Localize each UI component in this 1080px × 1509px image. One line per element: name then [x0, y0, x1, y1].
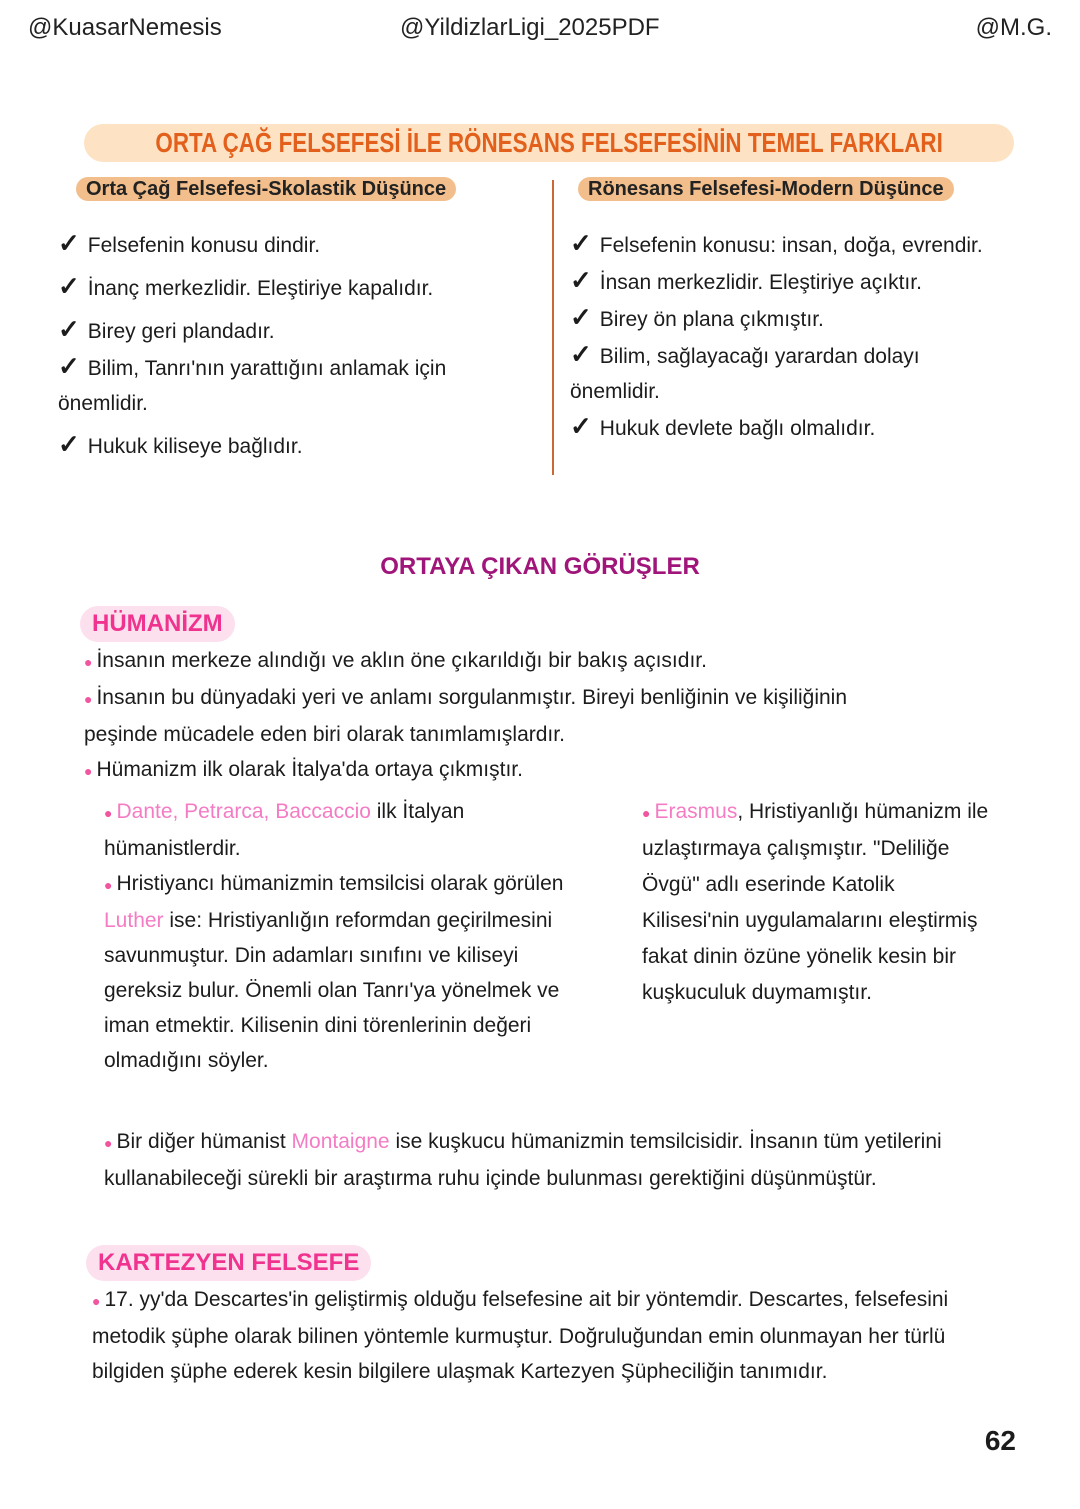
- humanism-bullets: [84, 643, 914, 789]
- montaigne-paragraph: [104, 1124, 984, 1196]
- channel-handle: @YildizlarLigi_2025PDF: [400, 14, 660, 41]
- list-item: ✓ Hukuk kiliseye bağlıdır.: [58, 429, 303, 459]
- initials: @M.G.: [975, 14, 1052, 41]
- paragraph: ● Bir diğer hümanist Montaigne ise kuşkucu hümanizmin temsilcisidir. İnsanın tüm yetilerini kullanabileceği sürekli bir araştırma ruhu içinde bulunması gerektiğini düşünmüştür.: [104, 1130, 942, 1190]
- list-item: ✓ İnanç merkezlidir. Eleştiriye kapalıdır.: [58, 271, 434, 301]
- bullet-icon: ●: [92, 1293, 101, 1309]
- check-icon: ✓: [570, 228, 592, 258]
- author-handle: @KuasarNemesis: [28, 14, 222, 41]
- page-number: 62: [984, 1425, 1016, 1456]
- bullet-icon: ●: [104, 805, 113, 821]
- list-item: ✓ Birey geri plandadır.: [58, 314, 275, 344]
- check-icon: ✓: [570, 302, 592, 332]
- check-icon: ✓: [570, 265, 592, 295]
- section-title: ORTAYA ÇIKAN GÖRÜŞLER: [380, 553, 700, 580]
- list-item: ✓ İnsan merkezlidir. Eleştiriye açıktır.: [570, 265, 922, 295]
- list-item: ● İnsanın bu dünyadaki yeri ve anlamı sorgulanmıştır. Bireyi benliğinin ve kişiliğinin peşinde mücadele eden biri olarak tanımlamışlardır.: [84, 686, 848, 746]
- bullet-icon: ●: [84, 763, 93, 779]
- list-item: ✓ Hukuk devlete bağlı olmalıdır.: [570, 411, 876, 441]
- check-icon: ✓: [570, 411, 592, 441]
- bullet-icon: ●: [642, 805, 651, 821]
- paragraph: ● Hristiyancı hümanizmin temsilcisi olarak görülen Luther ise: Hristiyanlığın reformdan geçirilmesini savunmuştur. Din adamları sınıfını ve kiliseyi gereksiz bulur. Önemli olan Tanrı'ya yönelmek ve iman etmektir. Kilisenin dini törenlerinin değeri olmadığını söyler.: [104, 872, 564, 1072]
- column-divider: [552, 180, 554, 475]
- list-item: ✓ Bilim, Tanrı'nın yarattığını anlamak için önemlidir.: [58, 351, 447, 415]
- check-icon: ✓: [58, 314, 80, 344]
- list-item: ✓ Birey ön plana çıkmıştır.: [570, 302, 824, 332]
- list-item: ● İnsanın merkeze alındığı ve aklın öne çıkarıldığı bir bakış açısıdır.: [84, 649, 707, 672]
- medieval-list: [58, 226, 528, 464]
- page-title: ORTA ÇAĞ FELSEFESİ İLE RÖNESANS FELSEFESİNİN TEMEL FARKLARI: [155, 127, 943, 158]
- check-icon: ✓: [570, 339, 592, 369]
- italian-humanists: [104, 794, 564, 1078]
- bullet-icon: ●: [84, 654, 93, 670]
- humanism-tag: HÜMANİZM: [80, 606, 235, 642]
- cartesian-tag: KARTEZYEN FELSEFE: [86, 1245, 371, 1281]
- bullet-icon: ●: [84, 691, 93, 707]
- check-icon: ✓: [58, 429, 80, 459]
- list-item: ✓ Felsefenin konusu: insan, doğa, evrendir.: [570, 228, 983, 258]
- paragraph: ● Erasmus, Hristiyanlığı hümanizm ile uzlaştırmaya çalışmıştır. "Deliliğe Övgü" adlı eserinde Katolik Kilisesi'nin uygulamalarını eleştirmiş fakat dinin özüne yönelik kesin bir kuşkuculuk duymamıştır.: [642, 800, 989, 1004]
- left-column-heading: Orta Çağ Felsefesi-Skolastik Düşünce: [76, 177, 456, 201]
- right-column-heading: Rönesans Felsefesi-Modern Düşünce: [578, 177, 954, 201]
- bullet-icon: ●: [104, 877, 113, 893]
- check-icon: ✓: [58, 271, 80, 301]
- list-item: ✓ Bilim, sağlayacağı yarardan dolayı önemlidir.: [570, 339, 920, 403]
- check-icon: ✓: [58, 228, 80, 258]
- check-icon: ✓: [58, 351, 80, 381]
- list-item: ✓ Felsefenin konusu dindir.: [58, 228, 321, 258]
- paragraph: ● 17. yy'da Descartes'in geliştirmiş olduğu felsefesine ait bir yöntemdir. Descartes, felsefesini metodik şüphe olarak bilinen yöntemle kurmuştur. Doğruluğundan emin olunmayan her türlü bilgiden şüphe ederek kesin bilgilere ulaşmak Kartezyen Şüpheciliğin tanımıdır.: [92, 1288, 949, 1383]
- renaissance-list: [570, 226, 1010, 446]
- bullet-icon: ●: [104, 1135, 113, 1151]
- cartesian-paragraph: [92, 1282, 992, 1389]
- erasmus-paragraph: [642, 794, 992, 1011]
- paragraph: ● Dante, Petrarca, Baccaccio ilk İtalyan hümanistlerdir.: [104, 800, 465, 860]
- list-item: ● Hümanizm ilk olarak İtalya'da ortaya çıkmıştır.: [84, 758, 523, 781]
- page-title-band: [84, 124, 1014, 162]
